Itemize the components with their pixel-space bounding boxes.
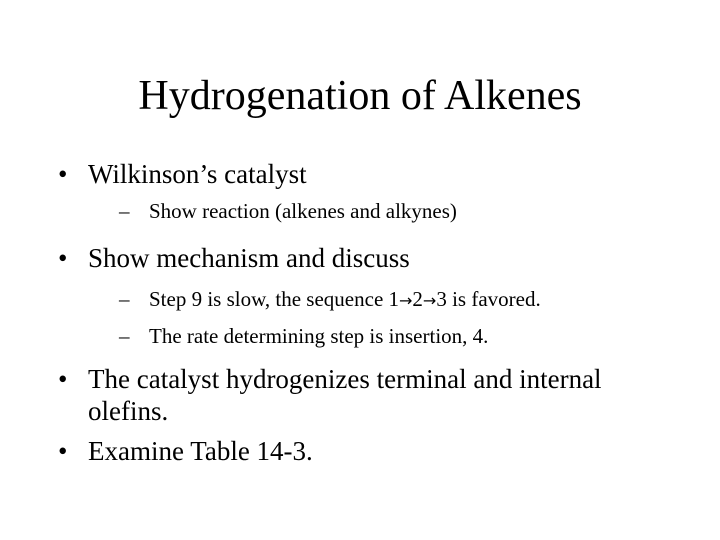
- sub-bullet-text-part: 2: [412, 287, 423, 311]
- sub-bullet-text-part: Step 9 is slow, the sequence 1: [149, 287, 400, 311]
- dash-glyph: –: [119, 324, 130, 348]
- bullet-text: Show mechanism and discuss: [88, 243, 410, 273]
- sub-bullet-text: The rate determining step is insertion, 4.: [149, 324, 489, 348]
- sub-list: [88, 286, 678, 349]
- sub-bullet-show-reaction: [88, 198, 678, 224]
- bullet-examine-table: [58, 435, 678, 467]
- sub-bullet-text-part: 3 is favored.: [436, 287, 541, 311]
- dash-glyph: –: [119, 287, 130, 311]
- arrow-right-icon: →: [422, 291, 437, 310]
- sub-bullet-rate-determining: [88, 323, 678, 349]
- bullet-text: Examine Table 14-3.: [88, 436, 313, 466]
- bullet-text-line2: olefins.: [88, 396, 169, 426]
- bullet-glyph: •: [58, 159, 68, 189]
- dash-glyph: –: [119, 199, 130, 223]
- bullet-catalyst-hydrogenizes: [58, 363, 678, 427]
- arrow-right-icon: →: [399, 291, 413, 310]
- bullet-glyph: •: [58, 364, 68, 394]
- slide-title: Hydrogenation of Alkenes: [138, 73, 582, 119]
- sub-bullet-step-9: [88, 286, 678, 314]
- bullet-glyph: •: [58, 243, 68, 273]
- bullet-text: Wilkinson’s catalyst: [88, 159, 307, 189]
- bullet-list: [58, 158, 678, 467]
- bullet-glyph: •: [58, 436, 68, 466]
- sub-bullet-text: Show reaction (alkenes and alkynes): [149, 199, 457, 223]
- bullet-show-mechanism: [58, 242, 678, 349]
- bullet-text-line1: The catalyst hydrogenizes terminal and internal: [88, 364, 602, 394]
- sub-list: [88, 198, 678, 224]
- bullet-wilkinsons-catalyst: [58, 158, 678, 224]
